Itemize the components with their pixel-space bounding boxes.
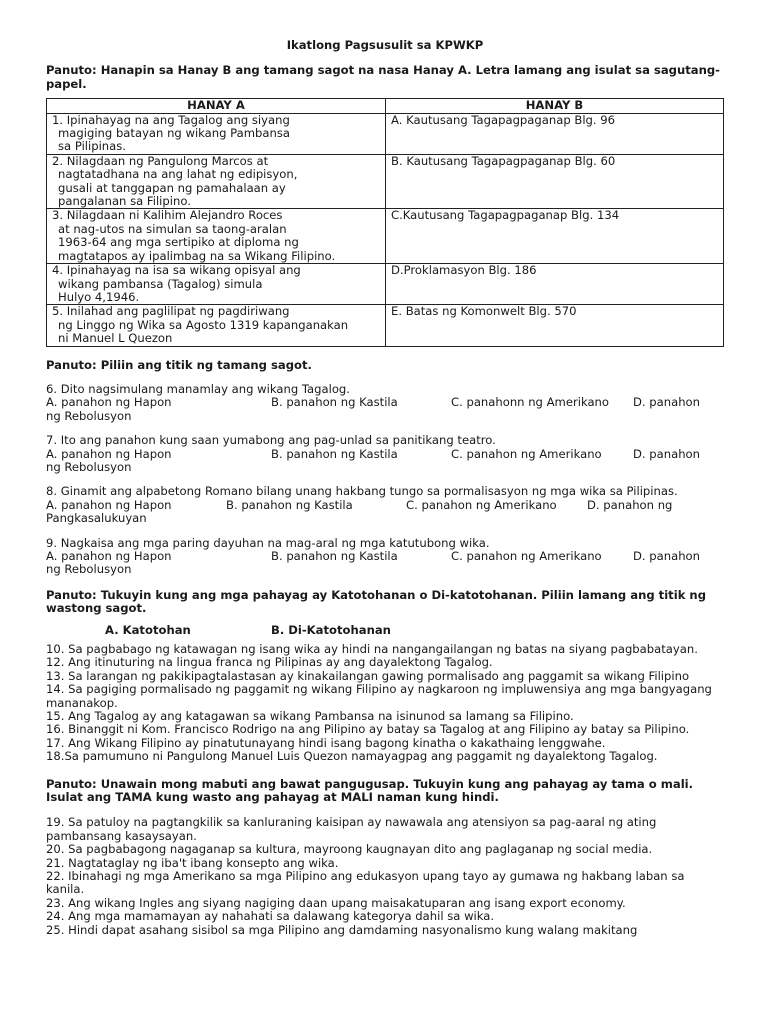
choice-row	[46, 396, 724, 409]
choice-d: D. panahon ng	[587, 497, 673, 512]
choice-d: D. panahon	[633, 446, 701, 461]
hanay-a-line: magtatapos ay ipalimbag na sa Wikang Filipino.	[58, 248, 336, 263]
matching-row	[47, 264, 724, 305]
choice-d: D. panahon	[633, 548, 701, 563]
statement-item: 12. Ang itinuturing na lingua franca ng Pilipinas ay ang dayalektong Tagalog.	[46, 655, 493, 670]
matching-table	[46, 98, 724, 346]
matching-row	[47, 113, 724, 154]
option-di-katotohanan: B. Di-Katotohanan	[271, 622, 391, 637]
hanay-a-line: at nag-utos na simulan sa taong-aralan	[58, 221, 287, 236]
matching-row	[47, 154, 724, 209]
hanay-a-line: ni Manuel L Quezon	[58, 331, 173, 346]
matching-row	[47, 305, 724, 346]
hanay-b-cell: A. Kautusang Tagapagpaganap Blg. 96	[386, 113, 724, 154]
hanay-b-cell: E. Batas ng Komonwelt Blg. 570	[386, 305, 724, 346]
question-text: 9. Nagkaisa ang mga paring dayuhan na mag-aral ng mga katutubong wika.	[46, 535, 490, 550]
hanay-a-line: Hulyo 4,1946.	[58, 289, 140, 304]
mc-question	[46, 537, 724, 577]
tama-mali-item: 24. Ang mga mamamayan ay nahahati sa dalawang kategorya dahil sa wika.	[46, 909, 495, 924]
question-text: 6. Dito nagsimulang manamlay ang wikang Tagalog.	[46, 381, 350, 396]
hanay-a-line: ng Linggo ng Wika sa Agosto 1319 kapanganakan	[58, 317, 349, 332]
hanay-a-line: wikang pambansa (Tagalog) simula	[58, 276, 263, 291]
hanay-a-line: sa Pilipinas.	[58, 139, 126, 154]
hanay-a-cell	[47, 305, 386, 346]
choice-a: A. panahon ng Hapon	[46, 446, 172, 461]
matching-table-header	[47, 99, 724, 113]
matching-row	[47, 209, 724, 264]
page-title: Ikatlong Pagsusulit sa KPWKP	[286, 38, 484, 52]
choice-a: A. panahon ng Hapon	[46, 548, 172, 563]
section1-instruction: Panuto: Hanapin sa Hanay B ang tamang sagot na nasa Hanay A. Letra lamang ang isulat sa sagutang-papel.	[46, 63, 720, 91]
choice-row	[46, 550, 724, 563]
hanay-a-line: 1963-64 ang mga sertipiko at diploma ng	[58, 235, 299, 250]
question-text: 8. Ginamit ang alpabetong Romano bilang unang hakbang tungo sa pormalisasyon ng mga wika sa Pilipinas.	[46, 484, 678, 499]
mc-question	[46, 434, 724, 474]
tama-mali-list	[46, 816, 724, 937]
choice-b: B. panahon ng Kastila	[271, 446, 398, 461]
hanay-a-line: gusali at tanggapan ng pamahalaan ay	[58, 180, 286, 195]
choice-continuation: Pangkasalukuyan	[46, 511, 147, 526]
section4-instruction: Panuto: Unawain mong mabuti ang bawat pangugusap. Tukuyin kung ang pahayag ay tama o mali. Isulat ang TAMA kung wasto ang pahayag at MALI naman kung hindi.	[46, 776, 694, 805]
statement-item: 14. Sa pagiging pormalisado ng paggamit ng wikang Filipino ay nagkaroon ng impluwensiya ang mga bangyagang mananakop.	[46, 682, 712, 710]
choice-a: A. panahon ng Hapon	[46, 395, 172, 410]
header-hanay-a: HANAY A	[47, 99, 386, 113]
choice-continuation: ng Rebolusyon	[46, 408, 132, 423]
hanay-a-cell	[47, 154, 386, 209]
statement-item: 13. Sa larangan ng pakikipagtalastasan ay kinakailangan gawing pormalisado ang paggamit sa wikang Filipino	[46, 668, 690, 683]
choice-row	[46, 499, 724, 512]
mc-question	[46, 485, 724, 525]
hanay-a-line: pangalanan sa Filipino.	[58, 194, 191, 209]
truth-options	[46, 624, 724, 637]
tama-mali-item: 25. Hindi dapat asahang sisibol sa mga Pilipino ang damdaming nasyonalismo kung walang makitang	[46, 922, 638, 937]
tama-mali-item: 21. Nagtataglay ng iba't ibang konsepto ang wika.	[46, 855, 339, 870]
choice-row	[46, 448, 724, 461]
tama-mali-item: 23. Ang wikang Ingles ang siyang nagiging daan upang maisakatuparan ang isang export economy.	[46, 895, 626, 910]
statement-item: 17. Ang Wikang Filipino ay pinatutunayang hindi isang bagong kinatha o kakathaing lenggwahe.	[46, 735, 606, 750]
truth-statement-list	[46, 643, 724, 764]
choice-c: C. panahon ng Amerikano	[406, 497, 557, 512]
choice-c: C. panahonn ng Amerikano	[451, 395, 609, 410]
choice-b: B. panahon ng Kastila	[226, 497, 353, 512]
choice-a: A. panahon ng Hapon	[46, 497, 172, 512]
choice-continuation: ng Rebolusyon	[46, 459, 132, 474]
choice-continuation: ng Rebolusyon	[46, 562, 132, 577]
hanay-b-cell: B. Kautusang Tagapagpaganap Blg. 60	[386, 154, 724, 209]
choice-c: C. panahon ng Amerikano	[451, 446, 602, 461]
tama-mali-item: 19. Sa patuloy na pagtangkilik sa kanluraning kaisipan ay nawawala ang atensiyon sa pag-aaral ng ating pambansang kasaysayan.	[46, 815, 657, 843]
hanay-a-cell	[47, 264, 386, 305]
statement-item: 16. Binanggit ni Kom. Francisco Rodrigo na ang Pilipino ay batay sa Tagalog at ang Filipino ay batay sa Pilipino.	[46, 722, 690, 737]
section3-instruction: Panuto: Tukuyin kung ang mga pahayag ay Katotohanan o Di-katotohanan. Piliin lamang ang titik ng wastong sagot.	[46, 587, 706, 616]
tama-mali-item: 22. Ibinahagi ng mga Amerikano sa mga Pilipino ang edukasyon upang tayo ay gumawa ng hakbang laban sa kanila.	[46, 869, 685, 897]
hanay-a-line: 2. Nilagdaan ng Pangulong Marcos at	[52, 153, 269, 168]
hanay-b-cell: C.Kautusang Tagapagpaganap Blg. 134	[386, 209, 724, 264]
multiple-choice-list	[46, 383, 724, 577]
hanay-a-line: nagtatadhana na ang lahat ng edipisyon,	[58, 167, 298, 182]
section2-instruction: Panuto: Piliin ang titik ng tamang sagot.	[46, 357, 312, 372]
choice-b: B. panahon ng Kastila	[271, 395, 398, 410]
hanay-a-line: 3. Nilagdaan ni Kalihim Alejandro Roces	[52, 208, 283, 223]
hanay-a-line: magiging batayan ng wikang Pambansa	[58, 126, 290, 141]
header-hanay-b: HANAY B	[386, 99, 724, 113]
tama-mali-item: 20. Sa pagbabagong nagaganap sa kultura, mayroong kaugnayan dito ang paglaganap ng social media.	[46, 842, 653, 857]
hanay-a-cell	[47, 113, 386, 154]
option-katotohanan: A. Katotohan	[105, 622, 191, 637]
statement-item: 15. Ang Tagalog ay ang katagawan sa wikang Pambansa na isinunod sa lamang sa Filipino.	[46, 708, 574, 723]
statement-item: 18.Sa pamumuno ni Pangulong Manuel Luis Quezon namayagpag ang paggamit ng dayalektong Tagalog.	[46, 749, 658, 764]
hanay-b-cell: D.Proklamasyon Blg. 186	[386, 264, 724, 305]
choice-d: D. panahon	[633, 395, 701, 410]
choice-b: B. panahon ng Kastila	[271, 548, 398, 563]
hanay-a-line: 1. Ipinahayag na ang Tagalog ang siyang	[52, 112, 290, 127]
hanay-a-line: 4. Ipinahayag na isa sa wikang opisyal ang	[52, 263, 301, 278]
choice-c: C. panahon ng Amerikano	[451, 548, 602, 563]
hanay-a-line: 5. Inilahad ang paglilipat ng pagdiriwang	[52, 304, 290, 319]
question-text: 7. Ito ang panahon kung saan yumabong ang pag-unlad sa panitikang teatro.	[46, 433, 496, 448]
mc-question	[46, 383, 724, 423]
hanay-a-cell	[47, 209, 386, 264]
statement-item: 10. Sa pagbabago ng katawagan ng isang wika ay hindi na nangangailangan ng batas na siyang pagbabatayan.	[46, 641, 698, 656]
